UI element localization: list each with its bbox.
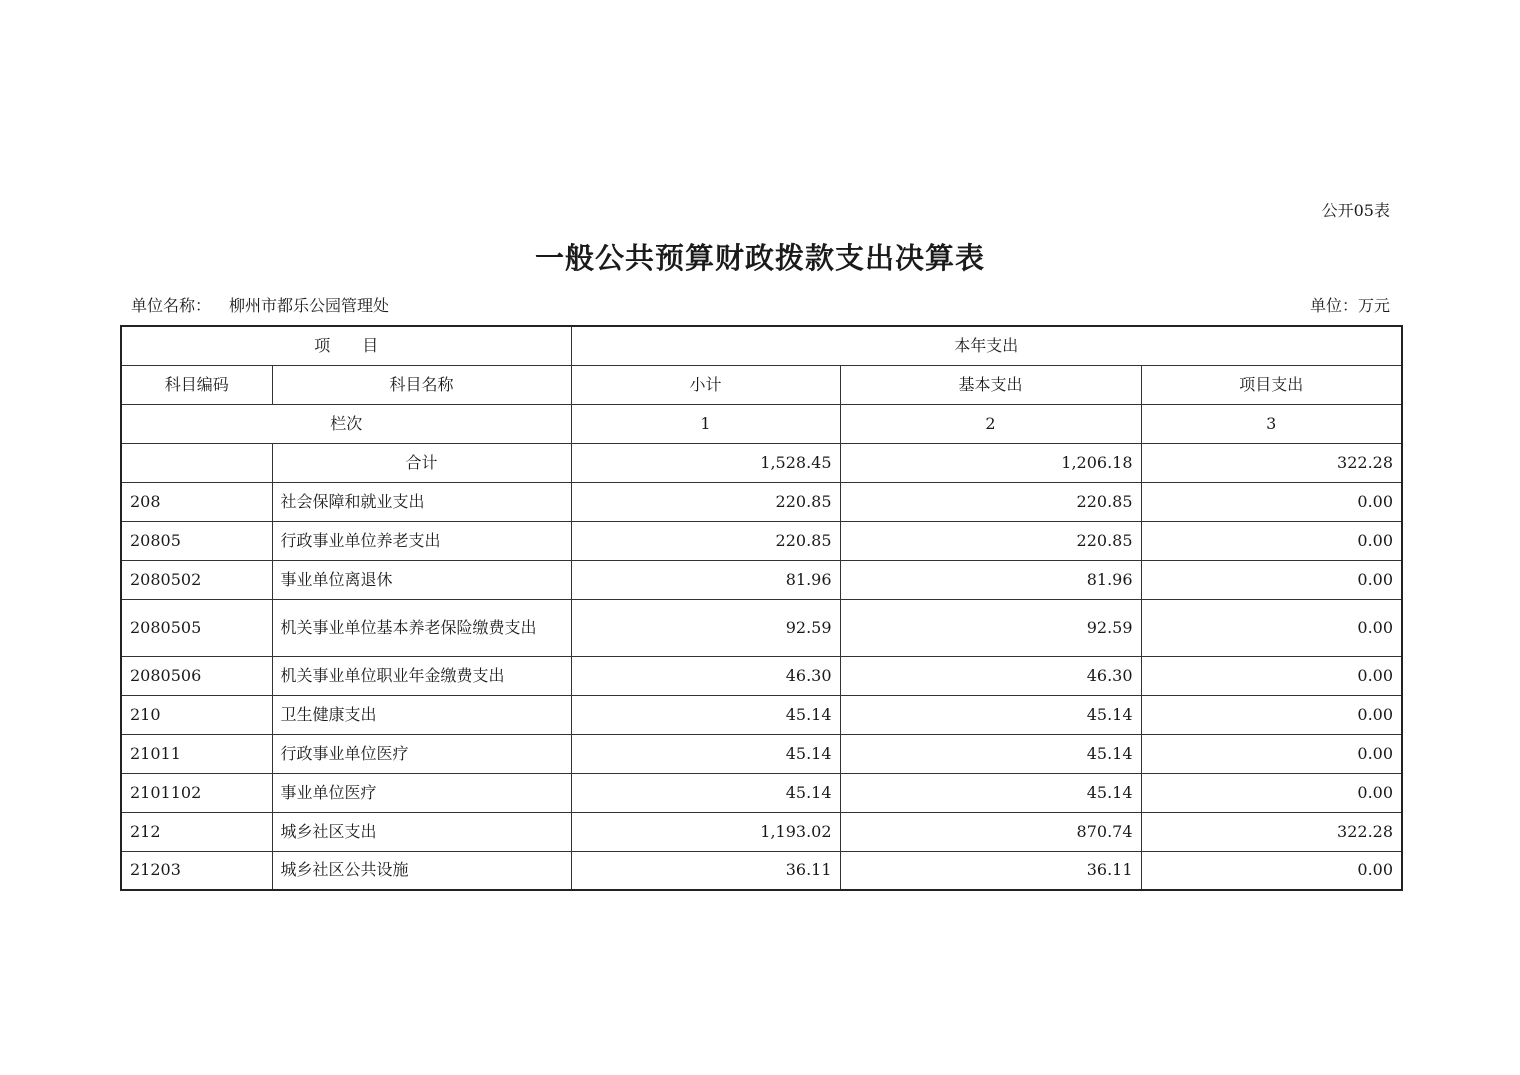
header-row-1: [121, 326, 1402, 365]
row-project: 0.00: [1141, 521, 1402, 560]
row-project: 0.00: [1141, 734, 1402, 773]
row-code: 2080505: [121, 599, 272, 656]
row-basic: 45.14: [840, 773, 1141, 812]
row-basic: 870.74: [840, 812, 1141, 851]
row-name: 机关事业单位基本养老保险缴费支出: [272, 599, 571, 656]
row-code: 210: [121, 695, 272, 734]
header-subtotal: 小计: [571, 365, 840, 404]
column-order-3: 3: [1141, 404, 1402, 443]
table-row: [121, 560, 1402, 599]
row-code: 2080502: [121, 560, 272, 599]
row-project: 0.00: [1141, 656, 1402, 695]
column-order-1: 1: [571, 404, 840, 443]
total-label: 合计: [272, 443, 571, 482]
row-basic: 36.11: [840, 851, 1141, 890]
column-order-label: 栏次: [121, 404, 571, 443]
row-project: 0.00: [1141, 695, 1402, 734]
form-code: 公开05表: [1321, 201, 1390, 220]
row-basic: 220.85: [840, 521, 1141, 560]
table-row: [121, 734, 1402, 773]
table-row: [121, 599, 1402, 656]
header-basic-expense: 基本支出: [840, 365, 1141, 404]
row-name: 行政事业单位养老支出: [272, 521, 571, 560]
column-order-2: 2: [840, 404, 1141, 443]
table-row: [121, 521, 1402, 560]
row-code: 212: [121, 812, 272, 851]
row-name: 事业单位医疗: [272, 773, 571, 812]
table-row: [121, 773, 1402, 812]
column-order-row: [121, 404, 1402, 443]
row-basic: 220.85: [840, 482, 1141, 521]
unit-measure: 单位：万元: [1309, 296, 1390, 315]
row-code: 2080506: [121, 656, 272, 695]
table-row: [121, 695, 1402, 734]
row-name: 城乡社区支出: [272, 812, 571, 851]
total-row: [121, 443, 1402, 482]
header-subject-name: 科目名称: [272, 365, 571, 404]
row-subtotal: 92.59: [571, 599, 840, 656]
row-basic: 46.30: [840, 656, 1141, 695]
total-basic: 1,206.18: [840, 443, 1141, 482]
row-subtotal: 1,193.02: [571, 812, 840, 851]
row-name: 行政事业单位医疗: [272, 734, 571, 773]
header-project-expense: 项目支出: [1141, 365, 1402, 404]
row-project: 0.00: [1141, 773, 1402, 812]
row-code: 208: [121, 482, 272, 521]
row-name: 机关事业单位职业年金缴费支出: [272, 656, 571, 695]
table-row: [121, 812, 1402, 851]
header-current-year-expense: 本年支出: [571, 326, 1402, 365]
total-subtotal: 1,528.45: [571, 443, 840, 482]
expenditure-table: [120, 325, 1403, 891]
unit-name: [131, 295, 389, 317]
row-code: 2101102: [121, 773, 272, 812]
row-project: 0.00: [1141, 599, 1402, 656]
row-subtotal: 46.30: [571, 656, 840, 695]
row-project: 0.00: [1141, 851, 1402, 890]
row-project: 322.28: [1141, 812, 1402, 851]
row-subtotal: 45.14: [571, 734, 840, 773]
total-project: 322.28: [1141, 443, 1402, 482]
row-code: 20805: [121, 521, 272, 560]
row-subtotal: 81.96: [571, 560, 840, 599]
row-basic: 45.14: [840, 734, 1141, 773]
table-row: [121, 482, 1402, 521]
header-row-2: [121, 365, 1402, 404]
row-basic: 45.14: [840, 695, 1141, 734]
row-name: 城乡社区公共设施: [272, 851, 571, 890]
header-subject-code: 科目编码: [121, 365, 272, 404]
row-name: 卫生健康支出: [272, 695, 571, 734]
row-subtotal: 220.85: [571, 521, 840, 560]
row-basic: 92.59: [840, 599, 1141, 656]
row-project: 0.00: [1141, 560, 1402, 599]
header-project: 项 目: [121, 326, 571, 365]
unit-name-label: 单位名称：: [131, 296, 212, 315]
row-name: 社会保障和就业支出: [272, 482, 571, 521]
row-name: 事业单位离退休: [272, 560, 571, 599]
row-project: 0.00: [1141, 482, 1402, 521]
total-code: [121, 443, 272, 482]
row-subtotal: 36.11: [571, 851, 840, 890]
row-subtotal: 220.85: [571, 482, 840, 521]
unit-name-value: 柳州市都乐公园管理处: [229, 296, 390, 315]
row-subtotal: 45.14: [571, 773, 840, 812]
table-row: [121, 851, 1402, 890]
row-code: 21011: [121, 734, 272, 773]
page-title: 一般公共预算财政拨款支出决算表: [534, 241, 985, 275]
row-code: 21203: [121, 851, 272, 890]
row-subtotal: 45.14: [571, 695, 840, 734]
row-basic: 81.96: [840, 560, 1141, 599]
table-row: [121, 656, 1402, 695]
